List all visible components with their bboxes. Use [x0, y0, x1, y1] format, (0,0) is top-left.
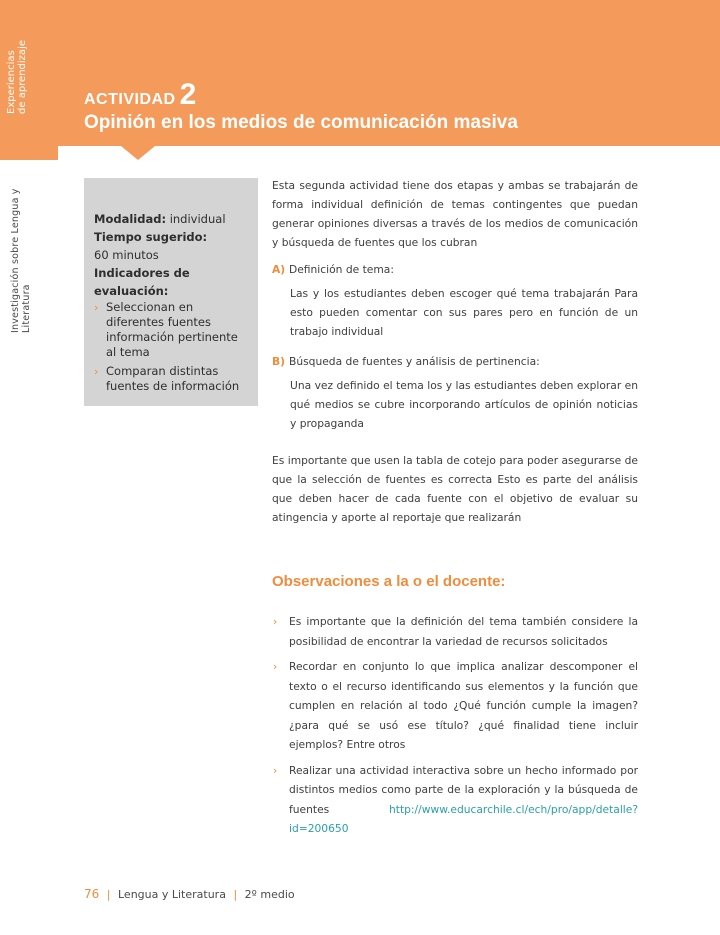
separator: |	[233, 888, 238, 901]
observation-item	[272, 657, 638, 755]
closing-paragraph: Es importante que usen la tabla de cotejo para poder asegurarse de que la selección de fuentes es correcta Esto es parte del análisis que deben hacer de cada fuente con el objetivo de evaluar su atingencia y aporte al reportaje que realizarán	[272, 454, 638, 525]
indicador-text: Seleccionan en diferentes fuentes información pertinente al tema	[106, 300, 238, 359]
section-label: Experiencias de aprendizaje	[6, 40, 28, 114]
indicadores-list	[94, 300, 248, 394]
header-notch	[121, 146, 155, 160]
step-b-body: Una vez definido el tema los y las estudiantes deben explorar en qué medios se cubre incorporando artículos de opinión noticias y propaganda	[290, 378, 638, 430]
bullet-icon: ›	[273, 615, 278, 628]
info-box	[84, 178, 258, 406]
tiempo-value: 60 minutos	[94, 248, 159, 262]
bullet-icon: ›	[273, 660, 278, 673]
indicadores-label	[94, 264, 248, 300]
step-a-body: Las y los estudiantes deben escoger qué tema trabajarán Para esto pueden comentar con sus pares pero en función de un trabajo individual	[290, 287, 638, 338]
step-a-heading	[272, 260, 638, 279]
step-a-title: Definición de tema:	[289, 263, 394, 276]
observations-title: Observaciones a la o el docente:	[272, 573, 506, 590]
activity-number: 2	[179, 78, 197, 111]
step-a-letter: A)	[272, 263, 286, 276]
observation-text: Realizar una actividad interactiva sobre un hecho informado por distintos medios como parte de la exploración y la búsqueda de fuentes	[289, 763, 638, 816]
modalidad-value: individual	[166, 212, 226, 226]
bullet-icon: ›	[273, 763, 278, 777]
indicador-item	[94, 364, 248, 394]
tiempo-label-text: Tiempo sugerido:	[94, 230, 208, 244]
activity-label	[84, 78, 196, 112]
main-content	[272, 176, 638, 527]
observation-text: Recordar en conjunto lo que implica analizar descomponer el texto o el recurso identificando sus elementos y la función que cumplen en relación al todo ¿Qué función cumple la imagen? ¿para qué se usó ese título? ¿qué finalidad tiene incluir ejemplos? Entre otros	[289, 660, 638, 751]
bullet-icon: ›	[94, 365, 99, 378]
footer-subject: Lengua y Literatura	[118, 888, 226, 901]
section-label-container	[6, 40, 46, 160]
separator: |	[106, 888, 111, 901]
footer-grade: 2º medio	[244, 888, 295, 901]
step-b-title: Búsqueda de fuentes y análisis de pertinencia:	[289, 354, 540, 368]
observation-item	[272, 761, 638, 839]
indicadores-label-text: Indicadores de evaluación:	[94, 266, 190, 298]
observations-list	[272, 612, 638, 845]
step-b-heading	[272, 352, 638, 371]
activity-title: Opinión en los medios de comunicación masiva	[84, 112, 518, 133]
observation-item	[272, 612, 638, 651]
modalidad-line	[94, 210, 248, 228]
indicador-text: Comparan distintas fuentes de información	[106, 364, 240, 393]
resource-link[interactable]: http://www.educarchile.cl/ech/pro/app/detalle?id=200650	[289, 802, 638, 835]
observation-text: Es importante que la definición del tema también considere la posibilidad de encontrar la variedad de recursos solicitados	[289, 615, 638, 648]
tiempo-label	[94, 228, 248, 246]
modalidad-label: Modalidad:	[94, 212, 167, 226]
page-footer	[84, 887, 295, 901]
bullet-icon: ›	[94, 301, 99, 314]
intro-paragraph: Esta segunda actividad tiene dos etapas y ambas se trabajarán de forma individual definición de temas contingentes que puedan generar opiniones diversas a través de los medios de comunicación y búsqueda de fuentes que los cubran	[272, 179, 638, 249]
unit-label: Investigación sobre Lengua y Literatura	[10, 188, 32, 333]
indicador-item	[94, 300, 248, 360]
activity-word: ACTIVIDAD	[84, 91, 176, 108]
page-number: 76	[84, 887, 100, 901]
step-b-letter: B)	[272, 354, 286, 368]
